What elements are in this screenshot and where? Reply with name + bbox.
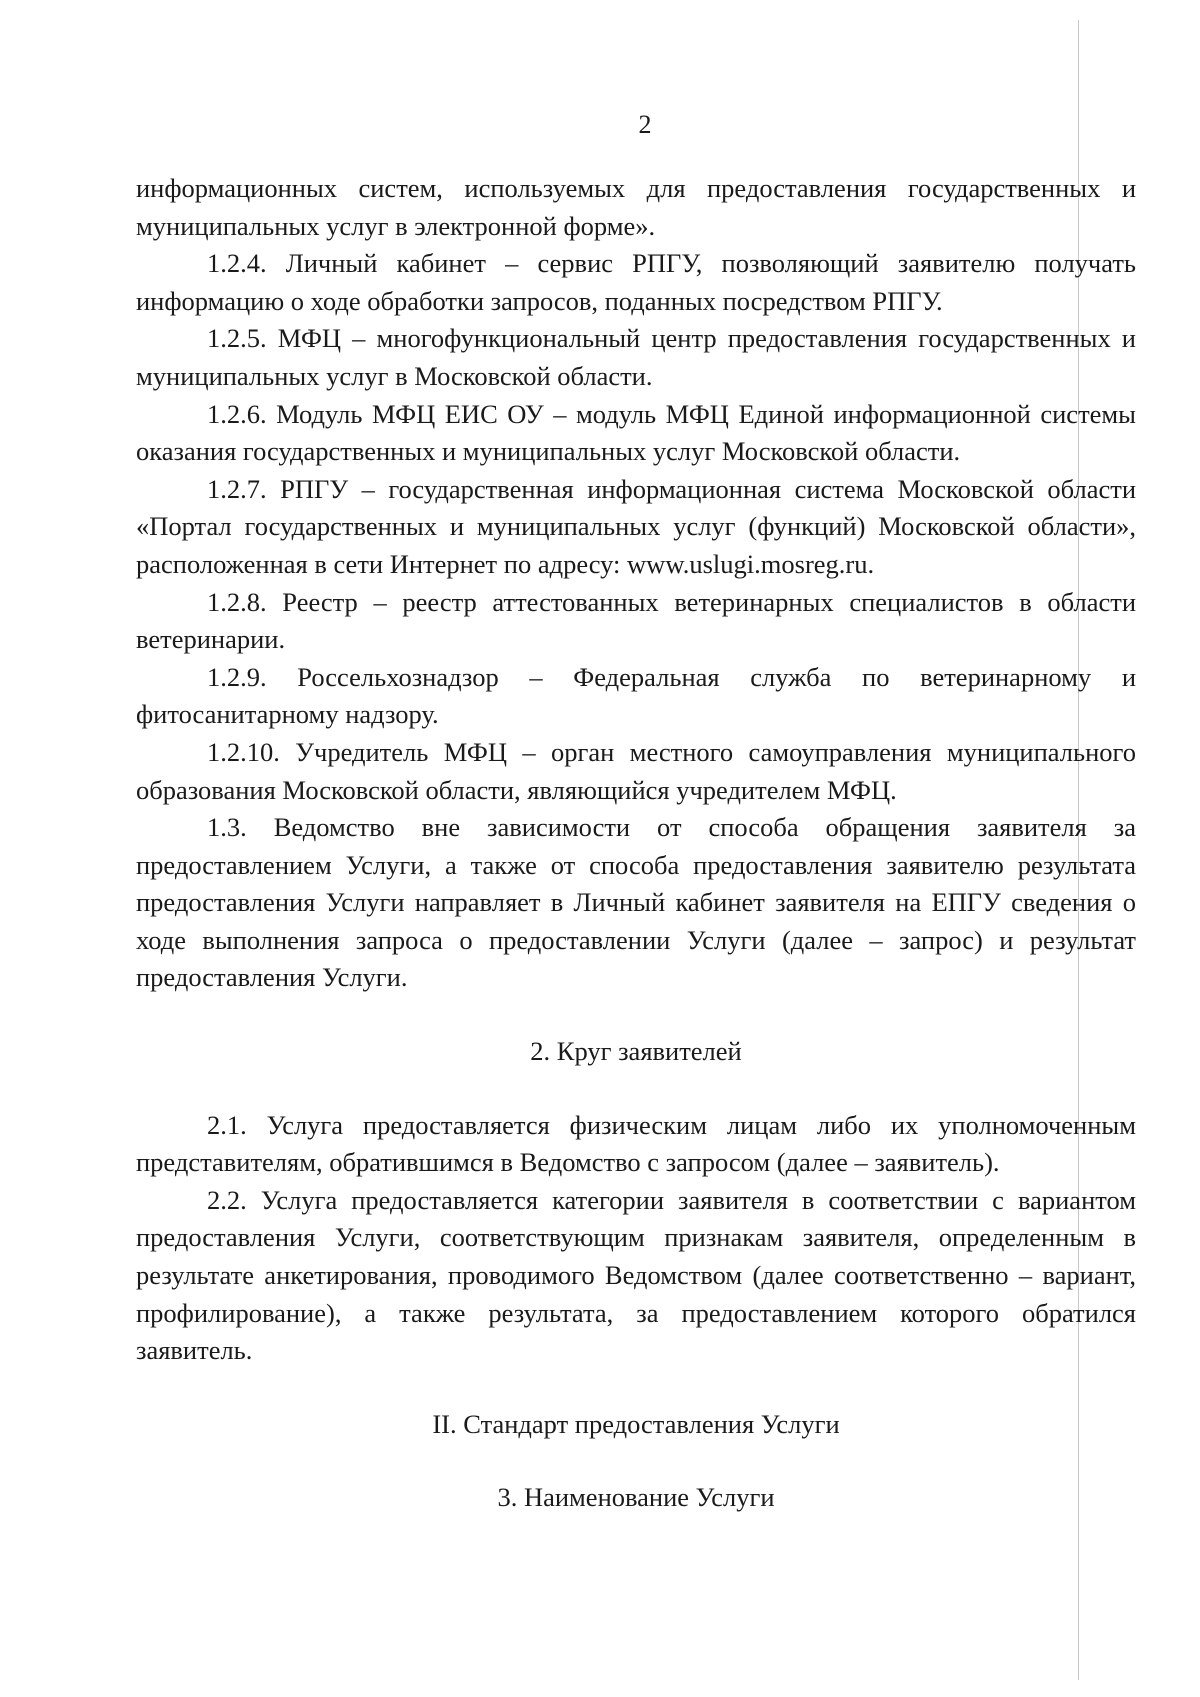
part-heading-2: II. Стандарт предоставления Услуги: [432, 1408, 840, 1439]
paragraph-1-3: 1.3. Ведомство вне зависимости от способа обращения заявителя за предоставлением Услуги, а также от способа предоставления заявителю результата предоставления Услуги направляет в Личный кабинет заявителя на ЕПГУ сведения о ходе выполнения запроса о предоставлении Услуги (далее – запрос) и результат предоставления Услуги.: [136, 812, 1136, 993]
paragraph-2-2: 2.2. Услуга предоставляется категории заявителя в соответствии с вариантом предоставления Услуги, соответствующим признакам заявителя, определенным в результате анкетирования, проводимого Ведомством (далее соответственно – вариант, профилирование), а также результата, за предоставлением которого обратился заявитель.: [136, 1184, 1136, 1366]
section-heading-3: 3. Наименование Услуги: [497, 1482, 775, 1513]
paragraph-1-2-4: 1.2.4. Личный кабинет – сервис РПГУ, позволяющий заявителю получать информацию о ходе обработки запросов, поданных посредством РПГУ.: [136, 248, 1136, 316]
paragraph-1-2-7: 1.2.7. РПГУ – государственная информационная система Московской области «Портал государственных и муниципальных услуг (функций) Московской области», расположенная в сети Интернет по адресу: www.uslugi.mosreg.ru.: [136, 473, 1136, 579]
paragraph-1-2-6: 1.2.6. Модуль МФЦ ЕИС ОУ – модуль МФЦ Единой информационной системы оказания государственных и муниципальных услуг Московской области.: [136, 398, 1136, 467]
paragraph-continuation: информационных систем, используемых для предоставления государственных и муниципальных услуг в электронной форме».: [136, 173, 1136, 241]
paragraph-1-2-10: 1.2.10. Учредитель МФЦ – орган местного самоуправления муниципального образования Московской области, являющийся учредителем МФЦ.: [136, 736, 1136, 805]
page-number: 2: [638, 110, 652, 139]
paragraph-1-2-9: 1.2.9. Россельхознадзор – Федеральная служба по ветеринарному и фитосанитарному надзору.: [136, 661, 1136, 730]
document-body: [136, 170, 1136, 1517]
section-heading-2: 2. Круг заявителей: [530, 1036, 742, 1067]
paragraph-2-1: 2.1. Услуга предоставляется физическим лицам либо их уполномоченным представителям, обратившимся в Ведомство с запросом (далее – заявитель).: [136, 1109, 1136, 1178]
paragraph-1-2-5: 1.2.5. МФЦ – многофункциональный центр предоставления государственных и муниципальных услуг в Московской области.: [136, 323, 1136, 391]
paragraph-1-2-8: 1.2.8. Реестр – реестр аттестованных ветеринарных специалистов в области ветеринарии.: [136, 586, 1136, 655]
